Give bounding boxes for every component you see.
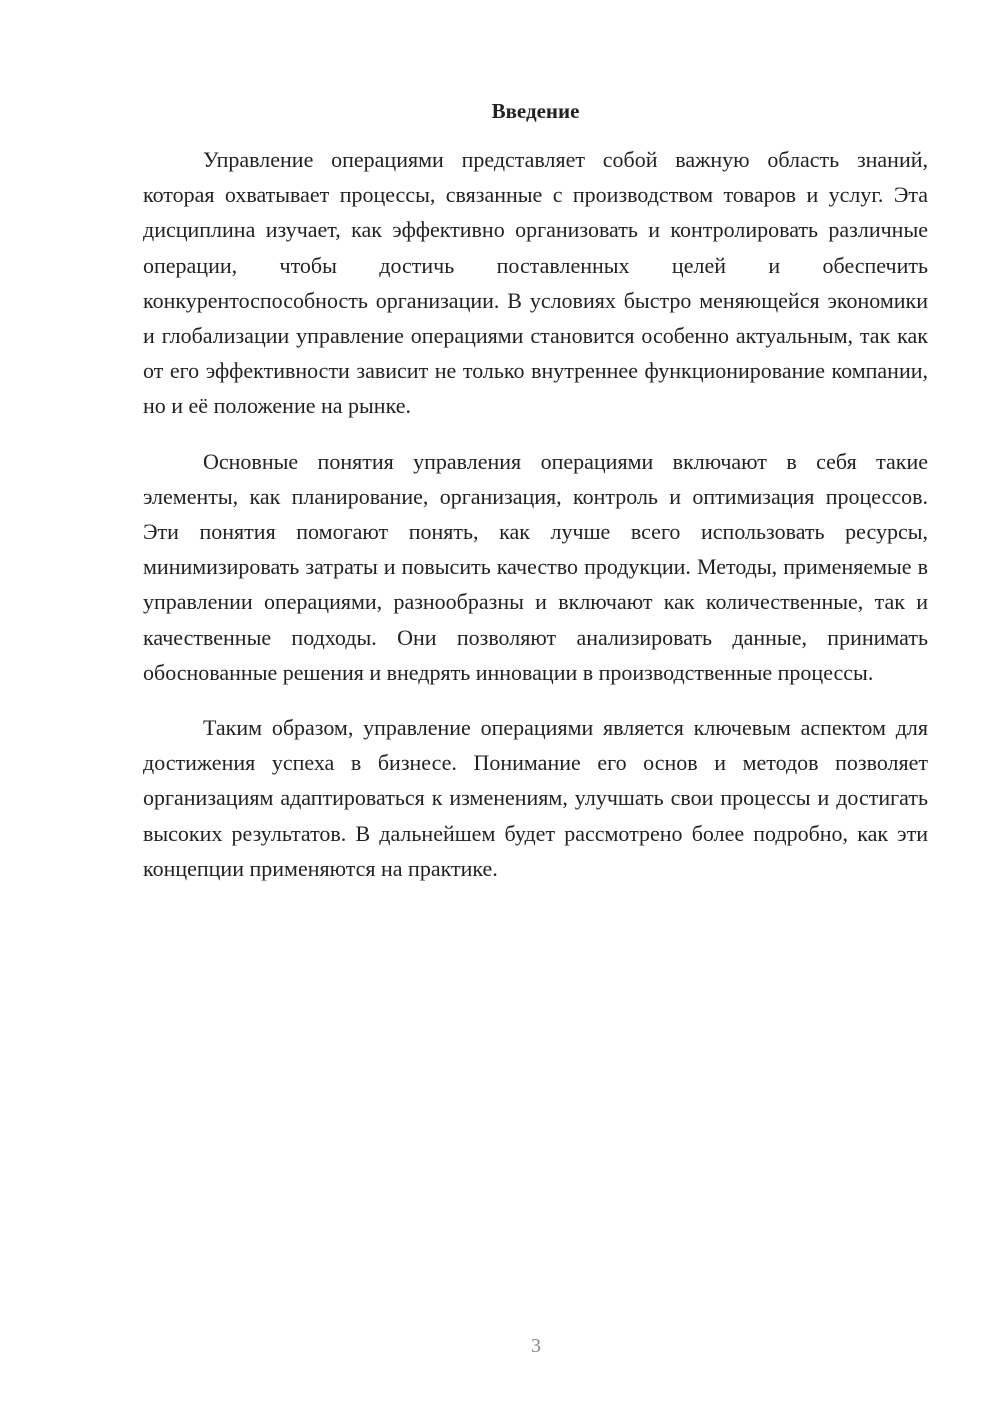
paragraph-1: Управление операциями представляет собой важную область знаний, которая охватывает процессы, связанные с производством товаров и услуг. Эта дисциплина изучает, как эффективно организовать и контролировать различные операции, чтобы достичь поставленных целей и обеспечить конкурентоспособность организации. В условиях быстро меняющейся экономики и глобализации управление операциями становится особенно актуальным, так как от его эффективности зависит не только внутреннее функционирование компании, но и её положение на рынке.	[143, 147, 928, 419]
body-text	[143, 142, 928, 906]
paragraph-2: Основные понятия управления операциями включают в себя такие элементы, как планирование, организация, контроль и оптимизация процессов. Эти понятия помогают понять, как лучше всего использовать ресурсы, минимизировать затраты и повысить качество продукции. Методы, применяемые в управлении операциями, разнообразны и включают как количественные, так и качественные подходы. Они позволяют анализировать данные, принимать обоснованные решения и внедрять инновации в производственные процессы.	[143, 448, 928, 685]
paragraph-3: Таким образом, управление операциями является ключевым аспектом для достижения успеха в бизнесе. Понимание его основ и методов позволяет организациям адаптироваться к изменениям, улучшать свои процессы и достигать высоких результатов. В дальнейшем будет рассмотрено более подробно, как эти концепции применяются на практике.	[143, 715, 928, 881]
page-number: 3	[531, 1335, 541, 1357]
section-heading: Введение	[491, 99, 580, 123]
